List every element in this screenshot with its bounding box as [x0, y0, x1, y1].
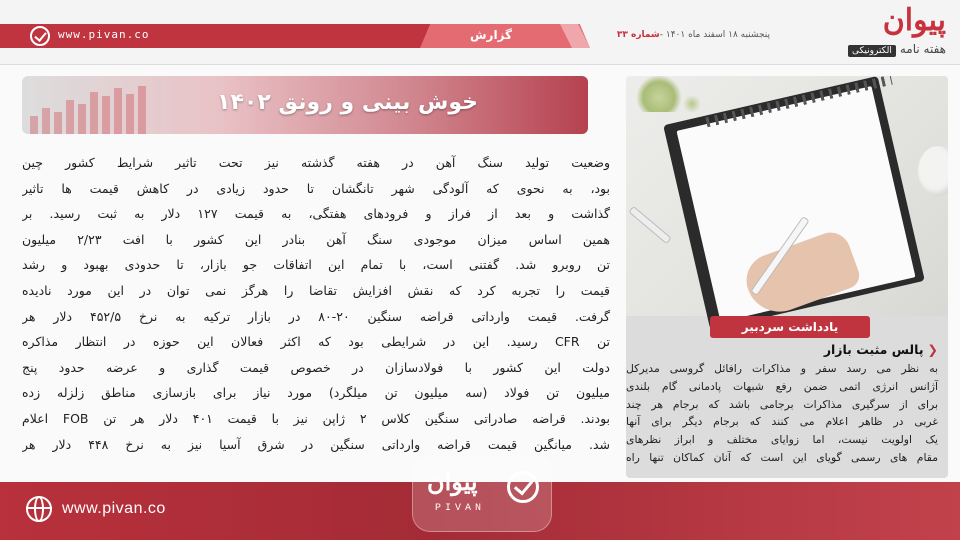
article-line: تن CFR رسید. این در شرایطی بود که اکثر فعالان این حوزه در انتظار مذاکره — [22, 334, 610, 350]
article-body — [22, 150, 610, 472]
article-line: وضعیت تولید سنگ آهن در هفته گذشته نیز تحت تاثیر شرایط کشور چین — [22, 155, 610, 170]
footer-url[interactable]: www.pivan.co — [62, 500, 166, 517]
globe-icon — [26, 496, 52, 522]
subtitle-text: هفته نامه — [899, 42, 946, 56]
sidebar-body — [626, 360, 938, 467]
article-line: بودند. قراضه صادراتی سنگین کلاس ۲ ژاپن نیز با قیمت ۴۰۱ دلار هر تن FOB اعلام — [22, 410, 610, 426]
sidebar-line: به نظر می رسد سفر و مذاکرات رافائل گروسی مدیرکل — [626, 362, 938, 375]
header-url[interactable]: www.pivan.co — [58, 28, 150, 41]
brand-subtitle — [848, 42, 946, 57]
sidebar-line: برای از سرگیری مذاکرات برجامی باشد که برجام هر چند — [626, 397, 938, 411]
check-circle-icon — [507, 471, 539, 503]
sidebar-line: آژانس انرژی اتمی ضمن رفع شبهات پادمانی گام بلندی — [626, 379, 938, 393]
footer-logo[interactable] — [412, 456, 552, 532]
article-line: قیمت را تجربه کرد که نقش افزایش تقاضا را هرگز نمی توان در این مورد نادیده — [22, 282, 610, 298]
editorial-sidebar — [626, 76, 948, 478]
title-banner — [22, 76, 588, 134]
sidebar-line: مقام های رسمی گویای این است که آنان کماکان تنها راه — [626, 450, 938, 464]
article-line: بود، به نحوی که آلودگی شهر تانگشان تا حدود زیادی در کاهش قیمت ها تاثیر — [22, 180, 610, 196]
section-label: گزارش — [470, 28, 513, 42]
masthead — [0, 0, 960, 65]
footer-logo-latin: PIVAN — [435, 503, 486, 514]
article-line: تن روبرو شد. گفتنی است، با تمام این اتفاقات جو بازار، تا حدودی بهبود و رشد — [22, 257, 610, 273]
issue-date — [570, 30, 770, 40]
date-text: پنجشنبه ۱۸ اسفند ماه ۱۴۰۱ - — [659, 30, 770, 40]
sidebar-title-text: پالس مثبت بازار — [823, 342, 924, 357]
notebook-photo — [626, 76, 948, 316]
cup-image — [918, 146, 948, 196]
sidebar-line: یک اولویت نیست، اما زوایای مختلف و ابراز نظرهای — [626, 433, 938, 447]
footer-logo-name: پیوان — [427, 467, 478, 496]
check-badge-icon — [30, 26, 50, 46]
article-line: دولت این کشور با فولادسازان در خصوص قیمت گذاری و عرضه حدود پنج — [22, 359, 610, 375]
brand-name: پیوان — [882, 3, 946, 38]
brand-logo[interactable] — [786, 3, 946, 60]
plant-image — [682, 96, 702, 112]
article-line: میلیون تن فولاد (سه میلیون تن میلگرد) مورد نیاز برای بازسازی مناطق زلزله زده — [22, 385, 610, 401]
editorial-tag: یادداشت سردبیر — [710, 316, 870, 338]
article-line: همین اساس میزان موجودی سنگ آهن بنادر این کشور با افت ۲/۲۳ میلیون — [22, 231, 610, 247]
sidebar-title — [824, 342, 938, 357]
issue-number: شماره ۳۳ — [616, 30, 660, 40]
article-line: گذاشت و بعد از فراز و فرودهای هفتگی، به قیمت ۱۲۷ دلار به ثبت رسید. بر — [22, 206, 610, 222]
subtitle-tag: الکترونیکی — [848, 45, 896, 57]
article-line: شد. میانگین قیمت قراضه وارداتی سنگین در شرق آسیا نیز به نرخ ۴۴۸ دلار هر — [22, 436, 610, 452]
pen-image — [628, 206, 671, 244]
sidebar-line: غربی در ظاهر اعلام می کنند که برجام دیگر برای آنها — [626, 415, 938, 429]
arrow-left-icon: ❮ — [927, 342, 938, 357]
plant-image — [636, 76, 682, 112]
article-line: گرفت. قیمت وارداتی قراضه سنگین ۲۰-۸۰ در بازار ترکیه به نرخ ۴۵۲/۵ دلار هر — [22, 308, 610, 324]
chart-bars-decoration — [30, 84, 160, 134]
article-title: خوش بینی و رونق ۱۴۰۲ — [217, 90, 478, 115]
